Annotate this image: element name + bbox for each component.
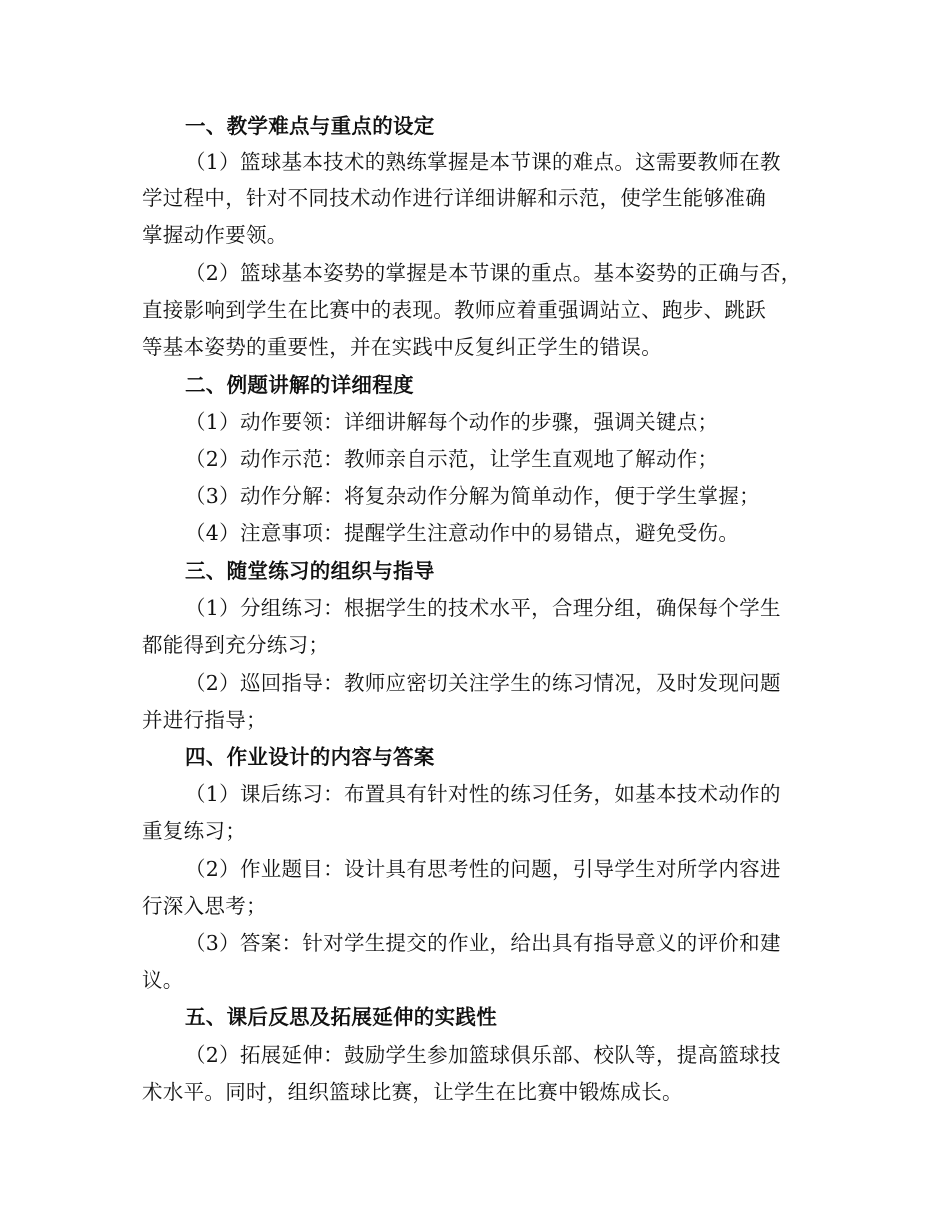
section-heading: 二、例题讲解的详细程度 bbox=[185, 373, 414, 397]
paragraph-line: （3）答案：针对学生提交的作业，给出具有指导意义的评价和建 bbox=[185, 931, 781, 955]
paragraph-line: 重复练习； bbox=[142, 819, 246, 843]
paragraph-line: （2）篮球基本姿势的掌握是本节课的重点。基本姿势的正确与否， bbox=[185, 261, 802, 285]
section-heading: 四、作业设计的内容与答案 bbox=[185, 745, 435, 769]
section-heading: 三、随堂练习的组织与指导 bbox=[185, 559, 435, 583]
section-heading: 一、教学难点与重点的设定 bbox=[185, 114, 435, 138]
paragraph-line: （3）动作分解：将复杂动作分解为简单动作，便于学生掌握； bbox=[185, 484, 760, 508]
paragraph-line: （2）作业题目：设计具有思考性的问题，引导学生对所学内容进 bbox=[185, 857, 781, 881]
paragraph-line: 等基本姿势的重要性，并在实践中反复纠正学生的错误。 bbox=[142, 335, 662, 359]
paragraph-line: （1）篮球基本技术的熟练掌握是本节课的难点。这需要教师在教 bbox=[185, 150, 781, 174]
paragraph-line: （1）动作要领：详细讲解每个动作的步骤，强调关键点； bbox=[185, 410, 719, 434]
paragraph-line: （2）拓展延伸：鼓励学生参加篮球俱乐部、校队等，提高篮球技 bbox=[185, 1043, 781, 1067]
paragraph-line: 直接影响到学生在比赛中的表现。教师应着重强调站立、跑步、跳跃 bbox=[142, 298, 766, 322]
paragraph-line: （2）巡回指导：教师应密切关注学生的练习情况，及时发现问题 bbox=[185, 671, 781, 695]
paragraph-line: 学过程中，针对不同技术动作进行详细讲解和示范，使学生能够准确 bbox=[142, 186, 766, 210]
section-heading: 五、课后反思及拓展延伸的实践性 bbox=[185, 1005, 497, 1029]
paragraph-line: 并进行指导； bbox=[142, 708, 267, 732]
paragraph-line: 行深入思考； bbox=[142, 894, 267, 918]
paragraph-line: （2）动作示范：教师亲自示范，让学生直观地了解动作； bbox=[185, 447, 719, 471]
paragraph-line: 议。 bbox=[142, 968, 184, 992]
paragraph-line: （1）分组练习：根据学生的技术水平，合理分组，确保每个学生 bbox=[185, 596, 781, 620]
paragraph-line: （1）课后练习：布置具有针对性的练习任务，如基本技术动作的 bbox=[185, 782, 781, 806]
paragraph-line: 都能得到充分练习； bbox=[142, 633, 330, 657]
paragraph-line: 术水平。同时，组织篮球比赛，让学生在比赛中锻炼成长。 bbox=[142, 1080, 683, 1104]
paragraph-line: （4）注意事项：提醒学生注意动作中的易错点，避免受伤。 bbox=[185, 521, 740, 545]
paragraph-line: 掌握动作要领。 bbox=[142, 223, 288, 247]
